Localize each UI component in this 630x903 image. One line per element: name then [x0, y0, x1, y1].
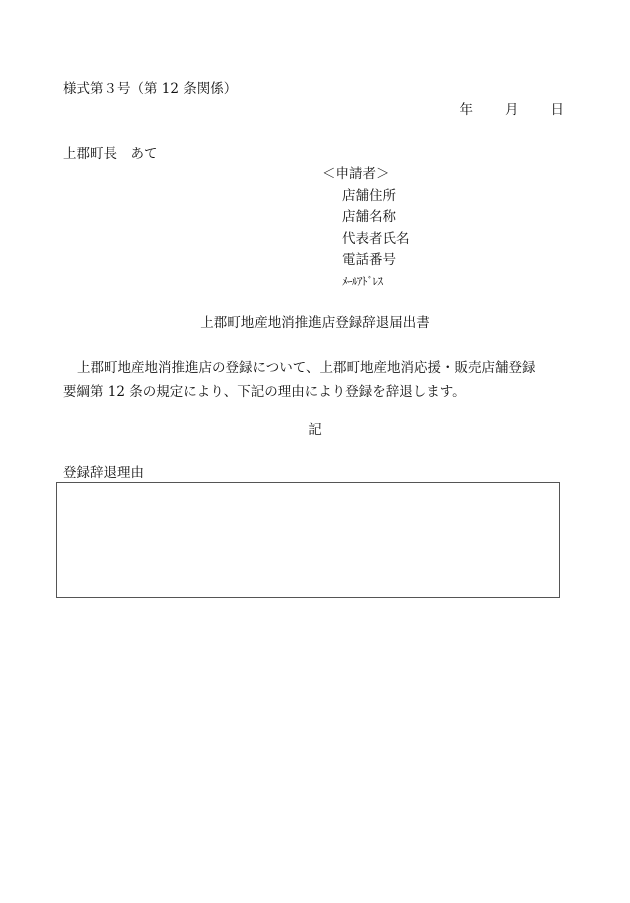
date-day-label: 日	[550, 102, 564, 118]
body-line-2: 要綱第 12 条の規定により、下記の理由により登録を辞退します。	[63, 384, 466, 400]
date-month-label: 月	[505, 102, 519, 118]
addressee: 上郡町長 あて	[63, 146, 158, 162]
reason-label: 登録辞退理由	[63, 465, 144, 481]
ki-heading: 記	[308, 422, 322, 438]
applicant-field-store-name: 店舗名称	[342, 209, 396, 225]
document-title: 上郡町地産地消推進店登録辞退届出書	[200, 315, 430, 331]
date-line	[460, 104, 565, 118]
applicant-field-representative: 代表者氏名	[342, 231, 410, 247]
applicant-field-store-address: 店舗住所	[342, 188, 396, 204]
body-paragraph	[63, 356, 573, 404]
applicant-heading: ＜申請者＞	[322, 166, 390, 182]
applicant-field-email: ﾒｰﾙｱﾄﾞﾚｽ	[342, 275, 383, 288]
applicant-field-phone: 電話番号	[342, 252, 396, 268]
body-line-1: 上郡町地産地消推進店の登録について、上郡町地産地消応援・販売店舗登録	[77, 360, 536, 376]
reason-box[interactable]	[56, 482, 560, 598]
date-year-label: 年	[459, 102, 473, 118]
form-number: 様式第３号（第 12 条関係）	[63, 81, 238, 97]
